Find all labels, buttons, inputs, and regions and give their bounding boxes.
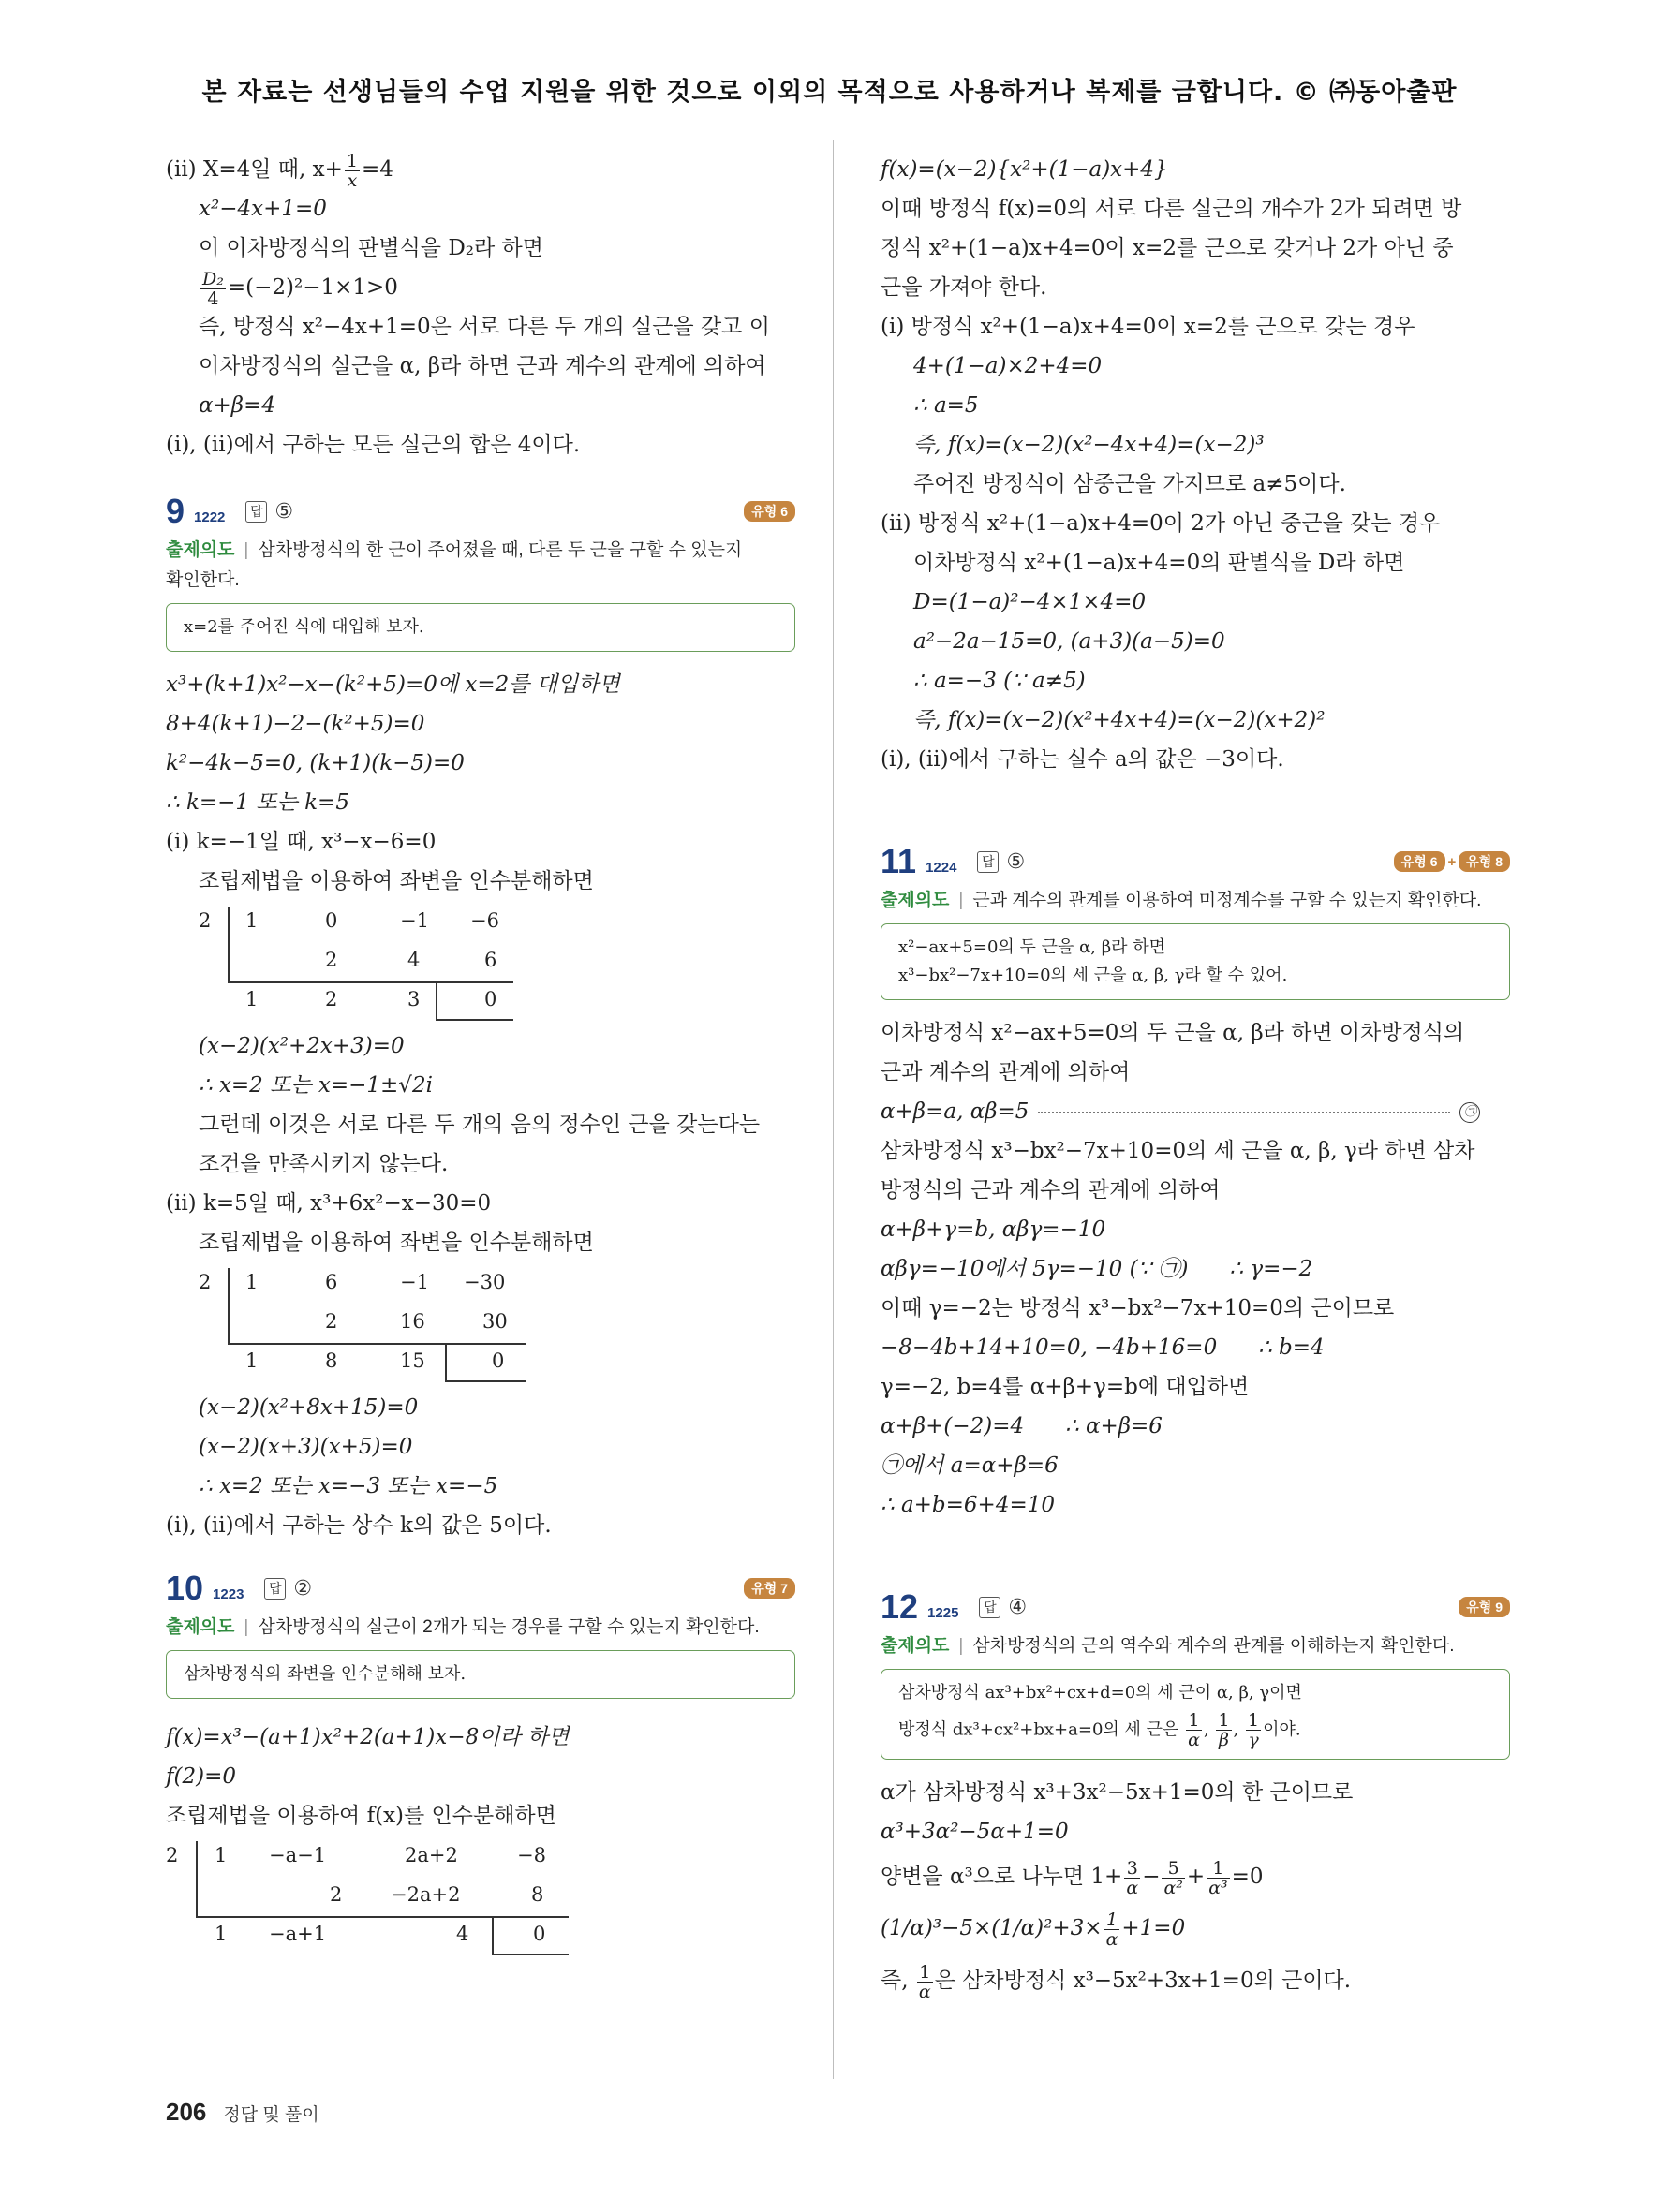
fraction: $\frac{1}{\alpha}$ (918, 1961, 931, 2002)
synthetic-division-table (166, 1836, 795, 1954)
text-line: 근을 가져야 한다. (881, 275, 1047, 300)
syn-vertical-line (228, 907, 230, 981)
syn-cell: 30 (482, 1310, 508, 1333)
text-line: 방정식의 근과 계수의 관계에 의하여 (881, 1178, 1221, 1202)
syn-cell: −a+1 (269, 1923, 327, 1945)
question-id: 1224 (926, 859, 957, 876)
text-line: 조립제법을 이용하여 좌변을 인수분해하면 (199, 869, 594, 893)
equation-line: (x−2)(x²+2x+3)=0 (199, 1034, 405, 1058)
text-line: 삼차방정식 x³−bx²−7x+10=0의 세 근을 α, β, γ라 하면 삼차 (881, 1139, 1475, 1163)
fraction: $\frac{3}{\alpha}$ (1126, 1857, 1139, 1898)
syn-cell: 2 (325, 1310, 338, 1333)
syn-divisor: 2 (166, 1844, 179, 1866)
syn-vertical-line (196, 1841, 198, 1916)
answer: ⑤ (274, 499, 294, 523)
syn-horizontal-line (228, 1343, 526, 1345)
equation-line: α+β+γ=b, αβγ=−10 (881, 1217, 1106, 1242)
fraction: $\frac{5}{\text{α²}}$ (1163, 1857, 1183, 1898)
text-line: (ii) X=4일 때, x+ $\frac{1}{x}$ =4 (166, 150, 393, 191)
syn-divisor: 2 (199, 909, 212, 932)
fraction: $\frac{1}{\alpha}$ (1188, 1710, 1200, 1750)
section-label: 정답 및 풀이 (223, 2105, 319, 2125)
syn-horizontal-line (196, 1916, 569, 1918)
fraction: $\frac{1}{\text{α³}}$ (1208, 1857, 1228, 1898)
text-line: 이때 γ=−2는 방정식 x³−bx²−7x+10=0의 근이므로 (881, 1296, 1395, 1320)
syn-cell: −1 (400, 1271, 429, 1293)
syn-remainder-line (492, 1954, 569, 1955)
syn-vertical-line (228, 1268, 230, 1343)
fraction: $\frac{\text{D₂}}{4}$ (202, 268, 224, 309)
conclusion-line: 즉, $\frac{1}{\alpha}$ 은 삼차방정식 x³−5x²+3x+1=0의 근이다. (881, 1961, 1352, 2002)
question-id: 1223 (213, 1585, 244, 1602)
syn-cell: 1 (245, 988, 259, 1010)
equation-line: α+β+(−2)=4 ∴ α+β=6 (881, 1414, 1163, 1438)
text-line: (ii) k=5일 때, x³+6x²−x−30=0 (166, 1191, 492, 1216)
type-tag: 유형 7 (744, 1578, 795, 1599)
page-footer (166, 2098, 319, 2127)
syn-cell: 1 (215, 1844, 228, 1866)
syn-cell: 3 (407, 988, 421, 1010)
type-tag: 유형 6 (744, 501, 795, 522)
syn-cell: 0 (533, 1923, 546, 1945)
q10-hint-box: 삼차방정식의 좌변을 인수분해해 보자. (166, 1650, 795, 1699)
syn-cell: 0 (484, 988, 497, 1010)
equation-line: (1/α)³−5×(1/α)²+3× $\frac{1}{\alpha}$ +1=0 (881, 1909, 1186, 1950)
text-line: 주어진 방정식이 삼중근을 가지므로 a≠5이다. (913, 472, 1346, 496)
equation-line: $\frac{\text{D₂}}{4}$ =(−2)²−1×1>0 (202, 268, 398, 309)
equation-line: D=(1−a)²−4×1×4=0 (913, 590, 1147, 614)
syn-remainder-line (436, 981, 437, 1019)
page-number: 206 (166, 2098, 207, 2126)
text-line: α가 삼차방정식 x³+3x²−5x+1=0의 한 근이므로 (881, 1780, 1354, 1805)
equation-line: α³+3α²−5α+1=0 (881, 1820, 1069, 1844)
q11-header (881, 837, 1510, 886)
q9-header (166, 487, 795, 536)
syn-cell: 6 (325, 1271, 338, 1293)
text-line: 이때 방정식 f(x)=0의 서로 다른 실근의 개수가 2가 되려면 방 (881, 197, 1462, 221)
answer-icon: 답 (245, 501, 267, 523)
text-line: 즉, 방정식 x²−4x+1=0은 서로 다른 두 개의 실근을 갖고 이 (199, 315, 770, 339)
equation-line: (x−2)(x²+8x+15)=0 (199, 1395, 419, 1420)
syn-cell: 2 (325, 949, 338, 971)
text-line: 조건을 만족시키지 않는다. (199, 1152, 449, 1176)
q12-hint-box: 삼차방정식 ax³+bx²+cx+d=0의 세 근이 α, β, γ이면 방정식 dx³+cx²+bx+a=0의 세 근은 $\frac{1}{\alpha}$ , $\frac{1}{\beta}$ , $\frac{1}{\gamma}$ 이야. (881, 1669, 1510, 1760)
syn-cell: 2a+2 (405, 1844, 458, 1866)
syn-cell: −30 (464, 1271, 506, 1293)
right-column (881, 150, 1510, 2007)
equation-line: −8−4b+14+10=0, −4b+16=0 ∴ b=4 (881, 1335, 1325, 1360)
syn-cell: 1 (215, 1923, 228, 1945)
syn-cell: 16 (400, 1310, 425, 1333)
question-number: 10 (166, 1569, 204, 1607)
syn-cell: 6 (484, 949, 497, 971)
fraction: $\frac{1}{\alpha}$ (1105, 1909, 1118, 1950)
syn-cell: −8 (517, 1844, 546, 1866)
equation-line: ∴ a+b=6+4=10 (881, 1493, 1055, 1517)
text-line: 근과 계수의 관계에 의하여 (881, 1060, 1131, 1084)
text-line: 정식 x²+(1−a)x+4=0이 x=2를 근으로 갖거나 2가 아닌 중 (881, 236, 1454, 260)
syn-cell: 1 (245, 909, 259, 932)
answer-icon: 답 (979, 1597, 1000, 1618)
q9-intent: 출제의도 | 삼차방정식의 한 근이 주어졌을 때, 다른 두 근을 구할 수 있는지 확인한다. (166, 540, 743, 590)
q12-intent: 출제의도 | 삼차방정식의 근의 역수와 계수의 관계를 이해하는지 확인한다. (881, 1636, 1455, 1656)
equation-line: ∴ a=5 (913, 393, 979, 418)
copyright-banner: 본 자료는 선생님들의 수업 지원을 위한 것으로 이외의 목적으로 사용하거나 복제를 금합니다. © ㈜동아출판 (201, 78, 1458, 107)
text-line: 이차방정식의 실근을 α, β라 하면 근과 계수의 관계에 의하여 (199, 354, 766, 378)
syn-horizontal-line (228, 981, 513, 983)
equation-line: f(2)=0 (166, 1764, 236, 1789)
equation-line: a²−2a−15=0, (a+3)(a−5)=0 (913, 629, 1225, 654)
conclusion-line: (i), (ii)에서 구하는 실수 a의 값은 −3이다. (881, 747, 1284, 772)
text-line: 조립제법을 이용하여 좌변을 인수분해하면 (199, 1231, 594, 1255)
text-line: 그런데 이것은 서로 다른 두 개의 음의 정수인 근을 갖는다는 (199, 1113, 761, 1137)
column-divider (833, 140, 834, 2079)
q10-header (166, 1564, 795, 1613)
equation-line: 즉, f(x)=(x−2)(x²+4x+4)=(x−2)(x+2)² (913, 708, 1326, 732)
syn-cell: 4 (456, 1923, 469, 1945)
equation-line: ∴ x=2 또는 x=−3 또는 x=−5 (199, 1474, 498, 1498)
answer: ⑤ (1006, 849, 1026, 873)
q11-intent: 출제의도 | 근과 계수의 관계를 이용하여 미정계수를 구할 수 있는지 확인한다. (881, 891, 1482, 910)
equation-line: αβγ=−10에서 5γ=−10 (∵ ㉠) ∴ γ=−2 (881, 1257, 1313, 1281)
text-line: 이차방정식 x²+(1−a)x+4=0의 판별식을 D라 하면 (913, 551, 1405, 575)
text-line: (ii) 방정식 x²+(1−a)x+4=0이 2가 아닌 중근을 갖는 경우 (881, 511, 1441, 536)
syn-cell: 2 (325, 988, 338, 1010)
tag-plus: + (1447, 853, 1457, 870)
question-id: 1225 (927, 1604, 959, 1621)
syn-cell: 1 (245, 1349, 259, 1372)
equation-line: ∴ x=2 또는 x=−1±√2i (199, 1073, 433, 1098)
equation-line: x³+(k+1)x²−x−(k²+5)=0에 x=2를 대입하면 (166, 672, 620, 697)
syn-remainder-line (436, 1019, 513, 1021)
conclusion-line: (i), (ii)에서 구하는 상수 k의 값은 5이다. (166, 1513, 552, 1538)
text-line: γ=−2, b=4를 α+β+γ=b에 대입하면 (881, 1375, 1250, 1399)
equation-line: ㉠에서 a=α+β=6 (881, 1453, 1059, 1478)
question-id: 1222 (194, 509, 226, 525)
syn-remainder-line (445, 1343, 447, 1380)
equation-line: f(x)=x³−(a+1)x²+2(a+1)x−8이라 하면 (166, 1725, 570, 1749)
q9-hint-box: x=2를 주어진 식에 대입해 보자. (166, 603, 795, 652)
syn-cell: 2 (330, 1883, 343, 1906)
syn-cell: 4 (407, 949, 421, 971)
equation-line: α+β=4 (199, 393, 276, 418)
syn-cell: 8 (531, 1883, 544, 1906)
conclusion-line: (i), (ii)에서 구하는 모든 실근의 합은 4이다. (166, 433, 581, 457)
syn-remainder-line (492, 1916, 494, 1954)
equation-line: (x−2)(x+3)(x+5)=0 (199, 1435, 413, 1459)
equation-line: k²−4k−5=0, (k+1)(k−5)=0 (166, 751, 465, 775)
equation-line: x²−4x+1=0 (199, 197, 327, 221)
equation-line: ∴ k=−1 또는 k=5 (166, 790, 349, 815)
syn-cell: 15 (400, 1349, 425, 1372)
equation-line: 즉, f(x)=(x−2)(x²−4x+4)=(x−2)³ (913, 433, 1265, 457)
dotted-leader (1038, 1112, 1450, 1113)
text-line: (i) k=−1일 때, x³−x−6=0 (166, 830, 437, 854)
syn-cell: 8 (325, 1349, 338, 1372)
synthetic-division-table (166, 901, 795, 1019)
circle-marker: ㉠ (1459, 1102, 1480, 1123)
syn-remainder-line (445, 1380, 526, 1382)
type-tag: 유형 8 (1459, 851, 1510, 872)
syn-cell: 1 (245, 1271, 259, 1293)
syn-cell: −a−1 (269, 1844, 327, 1866)
question-number: 11 (881, 842, 917, 880)
q11-hint-box: x²−ax+5=0의 두 근을 α, β라 하면 x³−bx²−7x+10=0의 세 근을 α, β, γ라 할 수 있어. (881, 923, 1510, 1000)
q10-intent: 출제의도 | 삼차방정식의 실근이 2개가 되는 경우를 구할 수 있는지 확인한다. (166, 1617, 760, 1637)
equation-line: 8+4(k+1)−2−(k²+5)=0 (166, 712, 425, 736)
equation-line: α+β=a, αβ=5 ㉠ (881, 1092, 1510, 1131)
text-line: 이 이차방정식의 판별식을 D₂라 하면 (199, 236, 543, 260)
answer-icon: 답 (264, 1578, 286, 1600)
text-line: 이차방정식 x²−ax+5=0의 두 근을 α, β라 하면 이차방정식의 (881, 1021, 1465, 1045)
answer: ② (293, 1576, 313, 1600)
answer: ④ (1008, 1595, 1028, 1618)
answer-icon: 답 (977, 851, 999, 873)
type-tag: 유형 6 (1394, 851, 1445, 872)
equation-line: 4+(1−a)×2+4=0 (913, 354, 1103, 378)
equation-line: f(x)=(x−2){x²+(1−a)x+4} (881, 157, 1168, 182)
question-number: 12 (881, 1587, 919, 1626)
syn-cell: −2a+2 (391, 1883, 461, 1906)
synthetic-division-table (166, 1262, 795, 1380)
syn-cell: 0 (492, 1349, 505, 1372)
syn-cell: 0 (325, 909, 338, 932)
syn-cell: −6 (470, 909, 499, 932)
fraction: $\frac{1}{x}$ (346, 150, 358, 191)
equation-line: 양변을 α³으로 나누면 1+ $\frac{3}{\alpha}$ − $\frac{5}{\text{α²}}$ + $\frac{1}{\text{α³}}$ =0 (881, 1857, 1264, 1898)
q12-header (881, 1583, 1510, 1631)
type-tag: 유형 9 (1459, 1597, 1510, 1617)
left-column (166, 150, 795, 1954)
question-number: 9 (166, 492, 185, 530)
syn-cell: −1 (400, 909, 429, 932)
fraction: $\frac{1}{\gamma}$ (1247, 1710, 1260, 1750)
equation-line: ∴ a=−3 (∵ a≠5) (913, 669, 1086, 693)
fraction: $\frac{1}{\beta}$ (1218, 1710, 1230, 1750)
syn-divisor: 2 (199, 1271, 212, 1293)
text-line: 조립제법을 이용하여 f(x)를 인수분해하면 (166, 1804, 556, 1828)
text-line: (i) 방정식 x²+(1−a)x+4=0이 x=2를 근으로 갖는 경우 (881, 315, 1415, 339)
